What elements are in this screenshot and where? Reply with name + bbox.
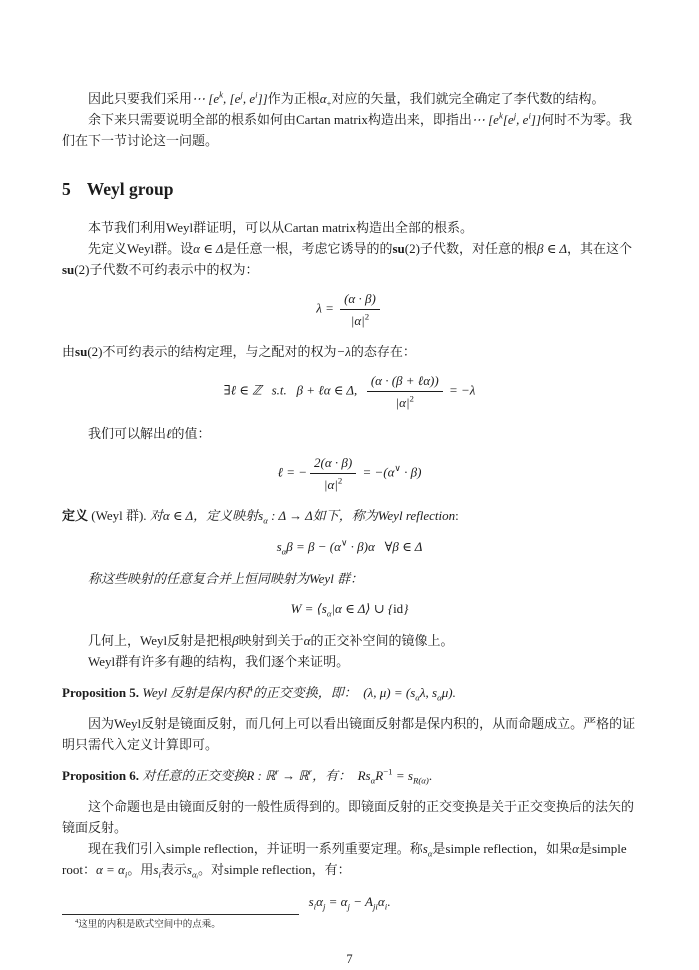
footnote-rule [62,914,299,915]
display-equation-simple-reflection: $s_i\alpha_j = \alpha_j - A_{ji}\alpha_i$. [308,894,391,912]
paragraph: 称这些映射的任意复合并上恒同映射为Weyl 群： [88,571,364,586]
paragraph: 我们可以解出ℓ的值： [88,426,211,441]
footnote: $^4$这里的内积是欧式空间中的点乘。 [75,917,221,930]
display-equation-exists: ∃ℓ ∈ ℤ s.t. β + ℓα ∈ Δ, $\frac{\text{(α · (β + ℓα))}}{|\alpha|^2}$ = −λ [223,373,476,410]
paragraph: 几何上，Weyl反射是把根β映射到关于α的正交补空间的镜像上。 [88,633,454,648]
paragraph: 先定义Weyl群。设α ∈ Δ是任意一根，考虑它诱导的的su(2)子代数，对任意的根β ∈ Δ，其在这个su(2)子代数不可约表示中的权为： [62,241,632,277]
proposition-6-block: Proposition 6. 对任意的正交变换R : ℝ$^r$ → ℝ$^r$，有： $Rs_\alpha R^{-1} = s_{R(\alpha)}$. [62,766,433,786]
section-heading [62,178,637,200]
paragraph: 因此只要我们采用⋯ [$e^k$, [$e^j$, $e^i$]]作为正根$\alpha_+$对应的矢量，我们就完全确定了李代数的结构。 [88,89,605,109]
paragraph: 余下来只需要说明全部的根系如何由Cartan matrix构造出来，即指出⋯ [$e^k[e^j$, $e^i$]]何时不为零。我们在下一节讨论这一问题。 [62,110,633,148]
definition-block: 定义 (Weyl 群). 对α ∈ Δ，定义映射$s_\alpha$ : Δ → Δ如下，称为Weyl reflection: [62,508,459,526]
section-title: Weyl group [86,179,174,199]
page-number: 7 [346,952,353,966]
paragraph: Weyl群有许多有趣的结构，我们逐个来证明。 [88,654,350,669]
paragraph: 由su(2)不可约表示的结构定理，与之配对的权为−λ的态存在： [62,344,416,359]
paragraph: 现在我们引入simple reflection，并证明一系列重要定理。称$s_\alpha$是simple reflection，如果α是simple root：$\alpha = \alpha_i$。用$s_i$表示$s_{\alpha ᵢ}$。对simple reflection，有： [62,841,627,880]
display-equation-reflection: $s_\alpha\beta = \beta - (\alpha^\vee \cdot \beta)\alpha$ ∀β ∈ Δ [276,537,423,557]
section-number: 5 [62,179,71,199]
display-equation-ell: ℓ = − $\frac{2(\alpha \cdot \beta)}{|\alpha|^2}$ = −(α∨ · β) [277,455,422,492]
proposition-5-block: Proposition 5. Weyl 反射是保内积$^4$的正交变换，即： (λ, $\mu) = (s_\alpha\lambda$, $s_\alpha\mu$). [62,683,456,703]
paragraph: 本节我们利用Weyl群证明，可以从Cartan matrix构造出全部的根系。 [88,220,473,235]
paragraph: 这个命题也是由镜面反射的一般性质得到的。即镜面反射的正交变换是关于正交变换后的法矢的镜面反射。 [62,799,635,835]
display-equation-weyl-group: $W = ⟨s_\alpha|\alpha$ ∈ Δ⟩ ∪ {id} [290,601,409,619]
paragraph: 因为Weyl反射是镜面反射，而几何上可以看出镜面反射都是保内积的，从而命题成立。严格的证明只需代入定义计算即可。 [62,716,636,752]
display-equation-lambda: λ = $\frac{(\alpha \cdot \beta)}{|\alpha|^2}$ [62,289,637,330]
